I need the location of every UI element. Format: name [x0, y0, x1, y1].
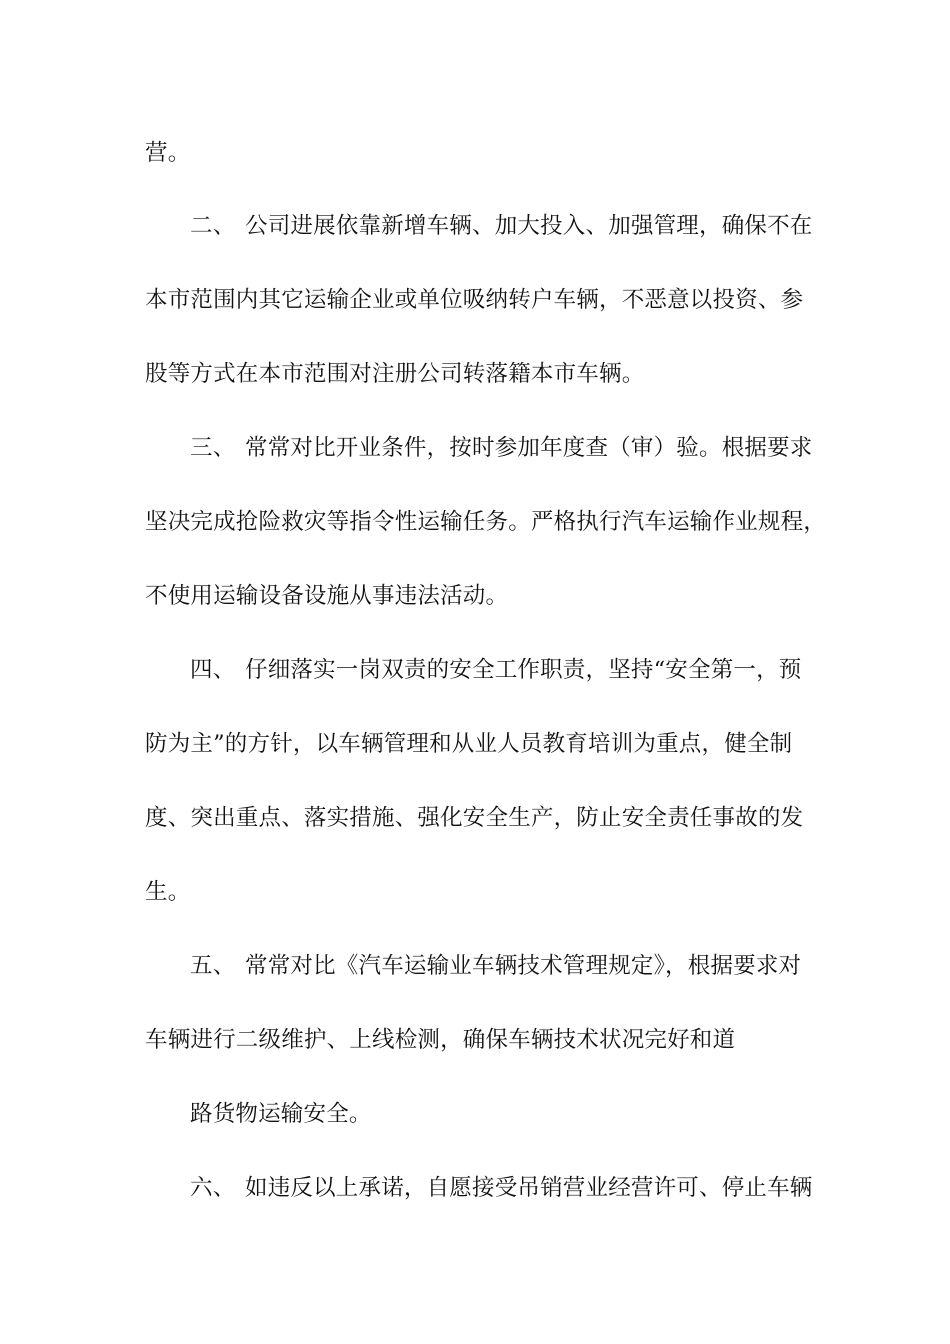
text-line: 常常对比《汽车运输业车辆技术管理规定》，根据要求对 — [245, 953, 802, 979]
paragraph-number: 四、 — [190, 657, 236, 683]
paragraph-5-first-line — [190, 951, 801, 981]
text-line: 营。 — [145, 140, 191, 166]
text-line: 车辆进行二级维护、上线检测，确保车辆技术状况完好和道 — [145, 1027, 736, 1053]
text-line: 生。 — [145, 879, 191, 905]
text-line: 公司进展依靠新增车辆、加大投入、加强管理，确保不在 — [245, 213, 813, 239]
text-line: 不使用运输设备设施从事违法活动。 — [145, 583, 509, 609]
text-line: 如违反以上承诺，自愿接受吊销营业经营许可、停止车辆 — [245, 1175, 813, 1201]
paragraph-2-first-line — [190, 211, 813, 241]
text-line: 常常对比开业条件，按时参加年度查（审）验。根据要求 — [245, 435, 813, 461]
text-line: 本市范围内其它运输企业或单位吸纳转户车辆，不恶意以投资、参 — [145, 287, 804, 313]
text-line: 防为主”的方针，以车辆管理和从业人员教育培训为重点，健全制 — [145, 731, 793, 757]
paragraph-3-first-line — [190, 433, 813, 463]
text-line: 度、突出重点、落实措施、强化安全生产，防止安全责任事故的发 — [145, 805, 804, 831]
text-line: 股等方式在本市范围对注册公司转落籍本市车辆。 — [145, 361, 645, 387]
paragraph-6-first-line — [190, 1173, 813, 1203]
paragraph-4-first-line — [190, 655, 802, 685]
paragraph-number: 三、 — [190, 435, 236, 461]
text-line: 坚决完成抢险救灾等指令性运输任务。严格执行汽车运输作业规程， — [145, 509, 827, 535]
paragraph-number: 六、 — [190, 1175, 236, 1201]
text-line: 路货物运输安全。 — [190, 1101, 372, 1127]
text-line: 仔细落实一岗双责的安全工作职责，坚持“安全第一，预 — [245, 657, 802, 683]
paragraph-number: 二、 — [190, 213, 236, 239]
paragraph-number: 五、 — [190, 953, 236, 979]
